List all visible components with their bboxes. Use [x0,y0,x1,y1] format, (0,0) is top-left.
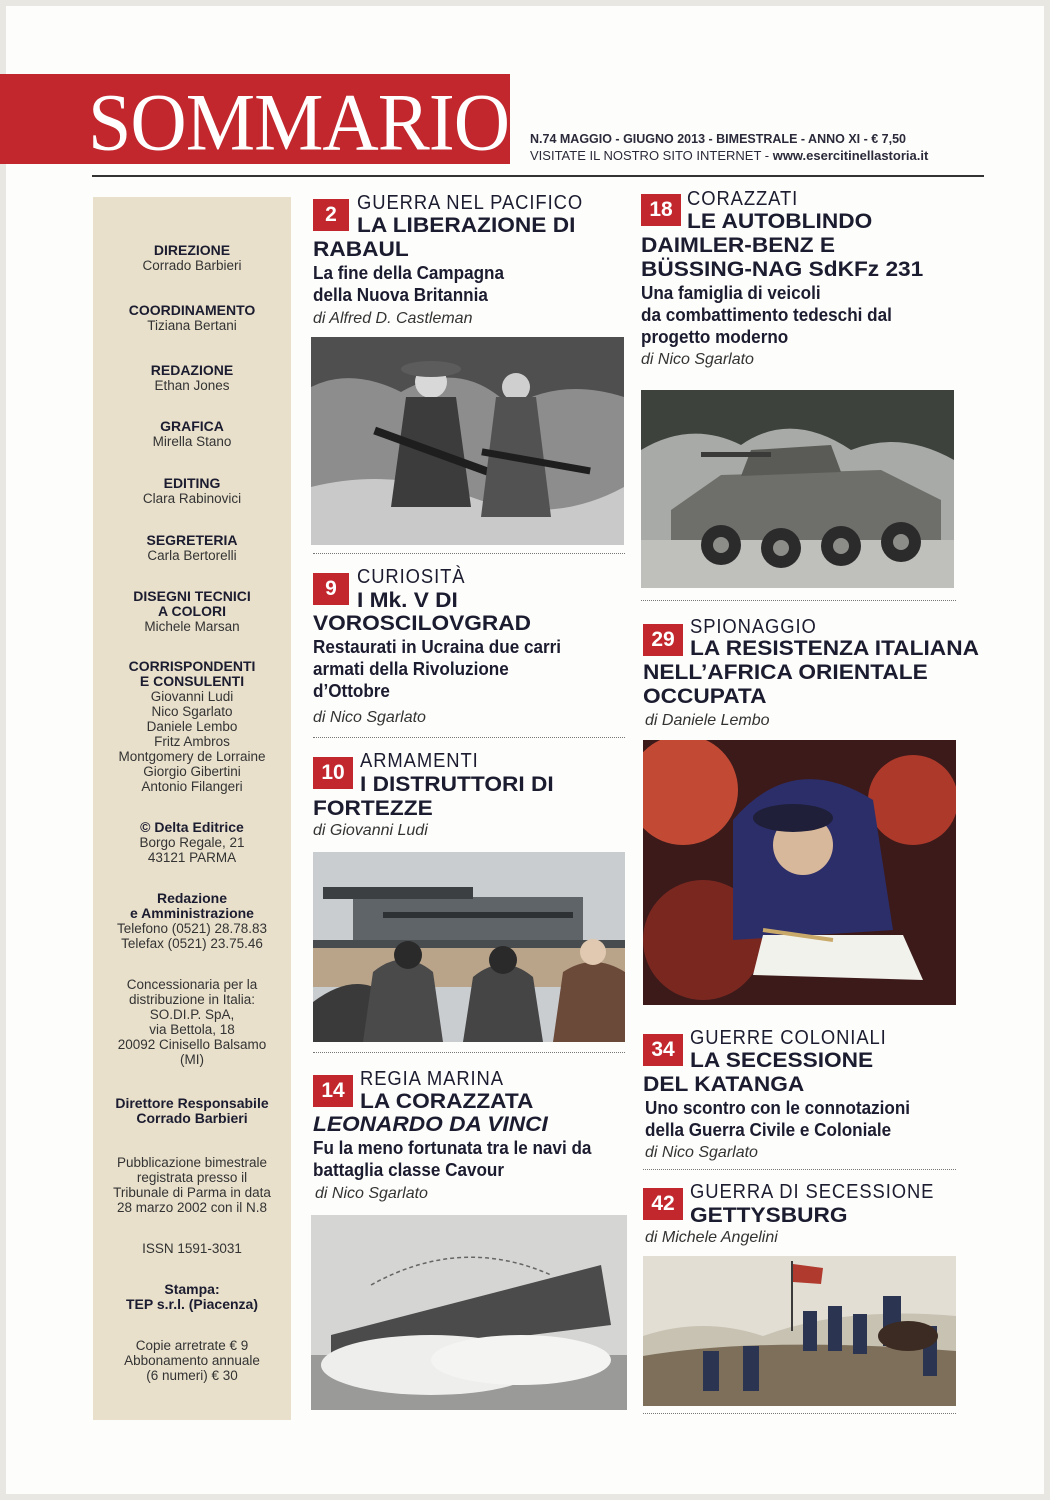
article-photo-armored-car [641,390,954,588]
article-separator [313,1052,625,1053]
article-byline: di Nico Sgarlato [315,1185,428,1202]
article-kicker: CURIOSITÀ [357,566,466,588]
coordinamento-block [93,303,291,333]
abbonamento-numeri: (6 numeri) € 30 [146,1368,238,1383]
abbonamenti-block [93,1338,291,1383]
direzione-title: DIREZIONE [153,242,231,258]
page-number-badge: 9 [313,573,349,605]
correspondent-name: Giorgio Gibertini [143,764,241,779]
article-separator [643,1169,956,1170]
soldiers-illustration [311,337,624,545]
article-kicker: REGIA MARINA [360,1068,504,1090]
article-kicker: GUERRA DI SECESSIONE [690,1181,935,1203]
concessionaria-line: distribuzione in Italia: [128,992,256,1007]
amministrazione-title-2: e Amministrazione [130,905,254,921]
article-photo-battleship [311,1215,627,1410]
concessionaria-line: via Bettola, 18 [149,1022,235,1037]
publisher-block [93,820,291,865]
page-number-badge: 34 [643,1034,683,1066]
battleship-illustration [311,1215,627,1410]
direzione-block [93,243,291,273]
page-number-badge: 42 [643,1188,683,1220]
article-headline: I Mk. V DI [357,589,458,612]
website-line [530,148,928,163]
gettysburg-painting-illustration [643,1256,956,1406]
stampa-title: Stampa: [164,1281,220,1297]
armored-car-illustration [641,390,954,588]
disegni-block [93,589,291,634]
segreteria-title: SEGRETERIA [146,532,238,548]
article-headline-cont: FORTEZZE [313,797,433,820]
page-number-badge: 18 [641,194,681,226]
article-headline-cont: RABAUL [313,238,409,261]
distribuzione-block [93,977,291,1067]
article-headline-cont: VOROSCILOVGRAD [313,612,532,635]
article-headline: I DISTRUTTORI DI [360,773,554,796]
abbonamento-annuale: Abbonamento annuale [124,1353,260,1368]
article-byline: di Giovanni Ludi [313,822,428,839]
stampa-block [93,1282,291,1312]
article-byline: di Nico Sgarlato [313,709,426,726]
issn: ISSN 1591-3031 [142,1241,242,1256]
corrispondenti-title-2: E CONSULENTI [139,673,245,689]
publisher-address-2: 43121 PARMA [147,850,237,865]
editing-title: EDITING [163,475,221,491]
article-subtitle: Restaurati in Ucraina due carri armati della Rivoluzione d’Ottobre [313,637,562,701]
article-headline: LE AUTOBLINDO [687,210,873,233]
page-title: SOMMARIO [88,76,510,168]
correspondent-name: Montgomery de Lorraine [118,749,266,764]
article-kicker: GUERRA NEL PACIFICO [357,192,584,214]
correspondent-name: Nico Sgarlato [151,704,233,719]
direttore-name: Corrado Barbieri [136,1110,248,1126]
article-byline: di Alfred D. Castleman [313,310,473,327]
article-photo-spy-illustration [643,740,956,1005]
corrispondenti-title-1: CORRISPONDENTI [128,658,256,674]
article-kicker: SPIONAGGIO [690,616,817,638]
direttore-block [93,1096,291,1126]
segreteria-name: Carla Bertorelli [147,548,237,563]
coordinamento-title: COORDINAMENTO [128,302,256,318]
redazione-title: REDAZIONE [150,362,234,378]
website-prefix: VISITATE IL NOSTRO SITO INTERNET - [530,148,773,163]
article-byline: di Michele Angelini [645,1229,778,1246]
article-subtitle: Fu la meno fortunata tra le navi da battaglia classe Cavour [313,1138,592,1180]
article-separator [643,1413,956,1414]
publisher-name: © Delta Editrice [140,819,244,835]
spy-illustration [643,740,956,1005]
article-photo-railway-gun [313,852,625,1042]
article-separator [313,737,625,738]
coordinamento-name: Tiziana Bertani [147,318,237,333]
header-rule [92,175,984,177]
amministrazione-block [93,891,291,951]
article-headline: LA LIBERAZIONE DI [357,214,576,237]
editing-name: Clara Rabinovici [142,491,242,506]
concessionaria-line: SO.DI.P. SpA, [149,1007,235,1022]
disegni-title-2: A COLORI [158,603,226,619]
redazione-block [93,363,291,393]
article-photo-gettysburg [643,1256,956,1406]
direttore-title: Direttore Responsabile [115,1095,269,1111]
editing-block [93,476,291,506]
article-headline: LA CORAZZATA [360,1090,534,1113]
concessionaria-line: Concessionaria per la [126,977,258,992]
article-headline: LA SECESSIONE [690,1049,874,1072]
article-kicker: GUERRE COLONIALI [690,1027,887,1049]
registrazione-block [93,1155,291,1215]
concessionaria-line: (MI) [180,1052,204,1067]
article-subtitle: Uno scontro con le connotazioni della Guerra Civile e Coloniale [645,1098,911,1140]
stampa-name: TEP s.r.l. (Piacenza) [125,1296,259,1312]
publisher-address-1: Borgo Regale, 21 [139,835,245,850]
article-headline-cont: DEL KATANGA [643,1073,805,1096]
railway-gun-illustration [313,852,625,1042]
telefono: Telefono (0521) 28.78.83 [116,921,268,936]
article-separator [313,553,625,554]
article-subtitle: La fine della Campagna della Nuova Britannia [313,263,505,305]
disegni-title-1: DISEGNI TECNICI [133,588,251,604]
page-number-badge: 14 [313,1075,353,1107]
page-number-badge: 10 [313,757,353,789]
corrispondenti-block [93,659,291,794]
article-headline-cont: DAIMLER-BENZ E BÜSSING-NAG SdKFz 231 [641,234,924,281]
page-number-badge: 29 [643,624,683,656]
grafica-block [93,419,291,449]
redazione-name: Ethan Jones [154,378,230,393]
registrazione-line: registrata presso il [136,1170,248,1185]
telefax: Telefax (0521) 23.75.46 [121,936,263,951]
correspondent-name: Antonio Filangeri [141,779,243,794]
page-number-badge: 2 [313,199,349,231]
article-separator [641,600,956,601]
copie-arretrate: Copie arretrate € 9 [135,1338,249,1353]
article-photo-soldiers [311,337,624,545]
registrazione-line: Pubblicazione bimestrale [116,1155,268,1170]
correspondent-name: Daniele Lembo [146,719,238,734]
article-subtitle: Una famiglia di veicoli da combattimento tedeschi dal progetto moderno [641,283,892,347]
website-url[interactable]: www.esercitinellastoria.it [772,148,929,163]
article-headline: LA RESISTENZA ITALIANA [690,637,979,660]
direzione-name: Corrado Barbieri [142,258,242,273]
segreteria-block [93,533,291,563]
concessionaria-line: 20092 Cinisello Balsamo [117,1037,267,1052]
article-headline-cont: LEONARDO DA VINCI [313,1113,548,1136]
article-headline: GETTYSBURG [690,1204,848,1227]
disegni-name: Michele Marsan [144,619,240,634]
colophon-sidebar [93,197,291,1420]
issue-info: N.74 MAGGIO - GIUGNO 2013 - BIMESTRALE - ANNO XI - € 7,50 [530,132,906,146]
registrazione-line: 28 marzo 2002 con il N.8 [116,1200,268,1215]
correspondent-name: Giovanni Ludi [150,689,234,704]
registrazione-line: Tribunale di Parma in data [113,1185,271,1200]
correspondent-name: Fritz Ambros [154,734,230,749]
article-byline: di Nico Sgarlato [645,1144,758,1161]
article-byline: di Daniele Lembo [645,712,770,729]
amministrazione-title-1: Redazione [156,890,227,906]
grafica-title: GRAFICA [160,418,224,434]
article-kicker: ARMAMENTI [360,750,479,772]
article-kicker: CORAZZATI [687,188,799,210]
grafica-name: Mirella Stano [152,434,232,449]
article-byline: di Nico Sgarlato [641,351,754,368]
article-headline-cont: NELL’AFRICA ORIENTALE OCCUPATA [643,661,928,708]
